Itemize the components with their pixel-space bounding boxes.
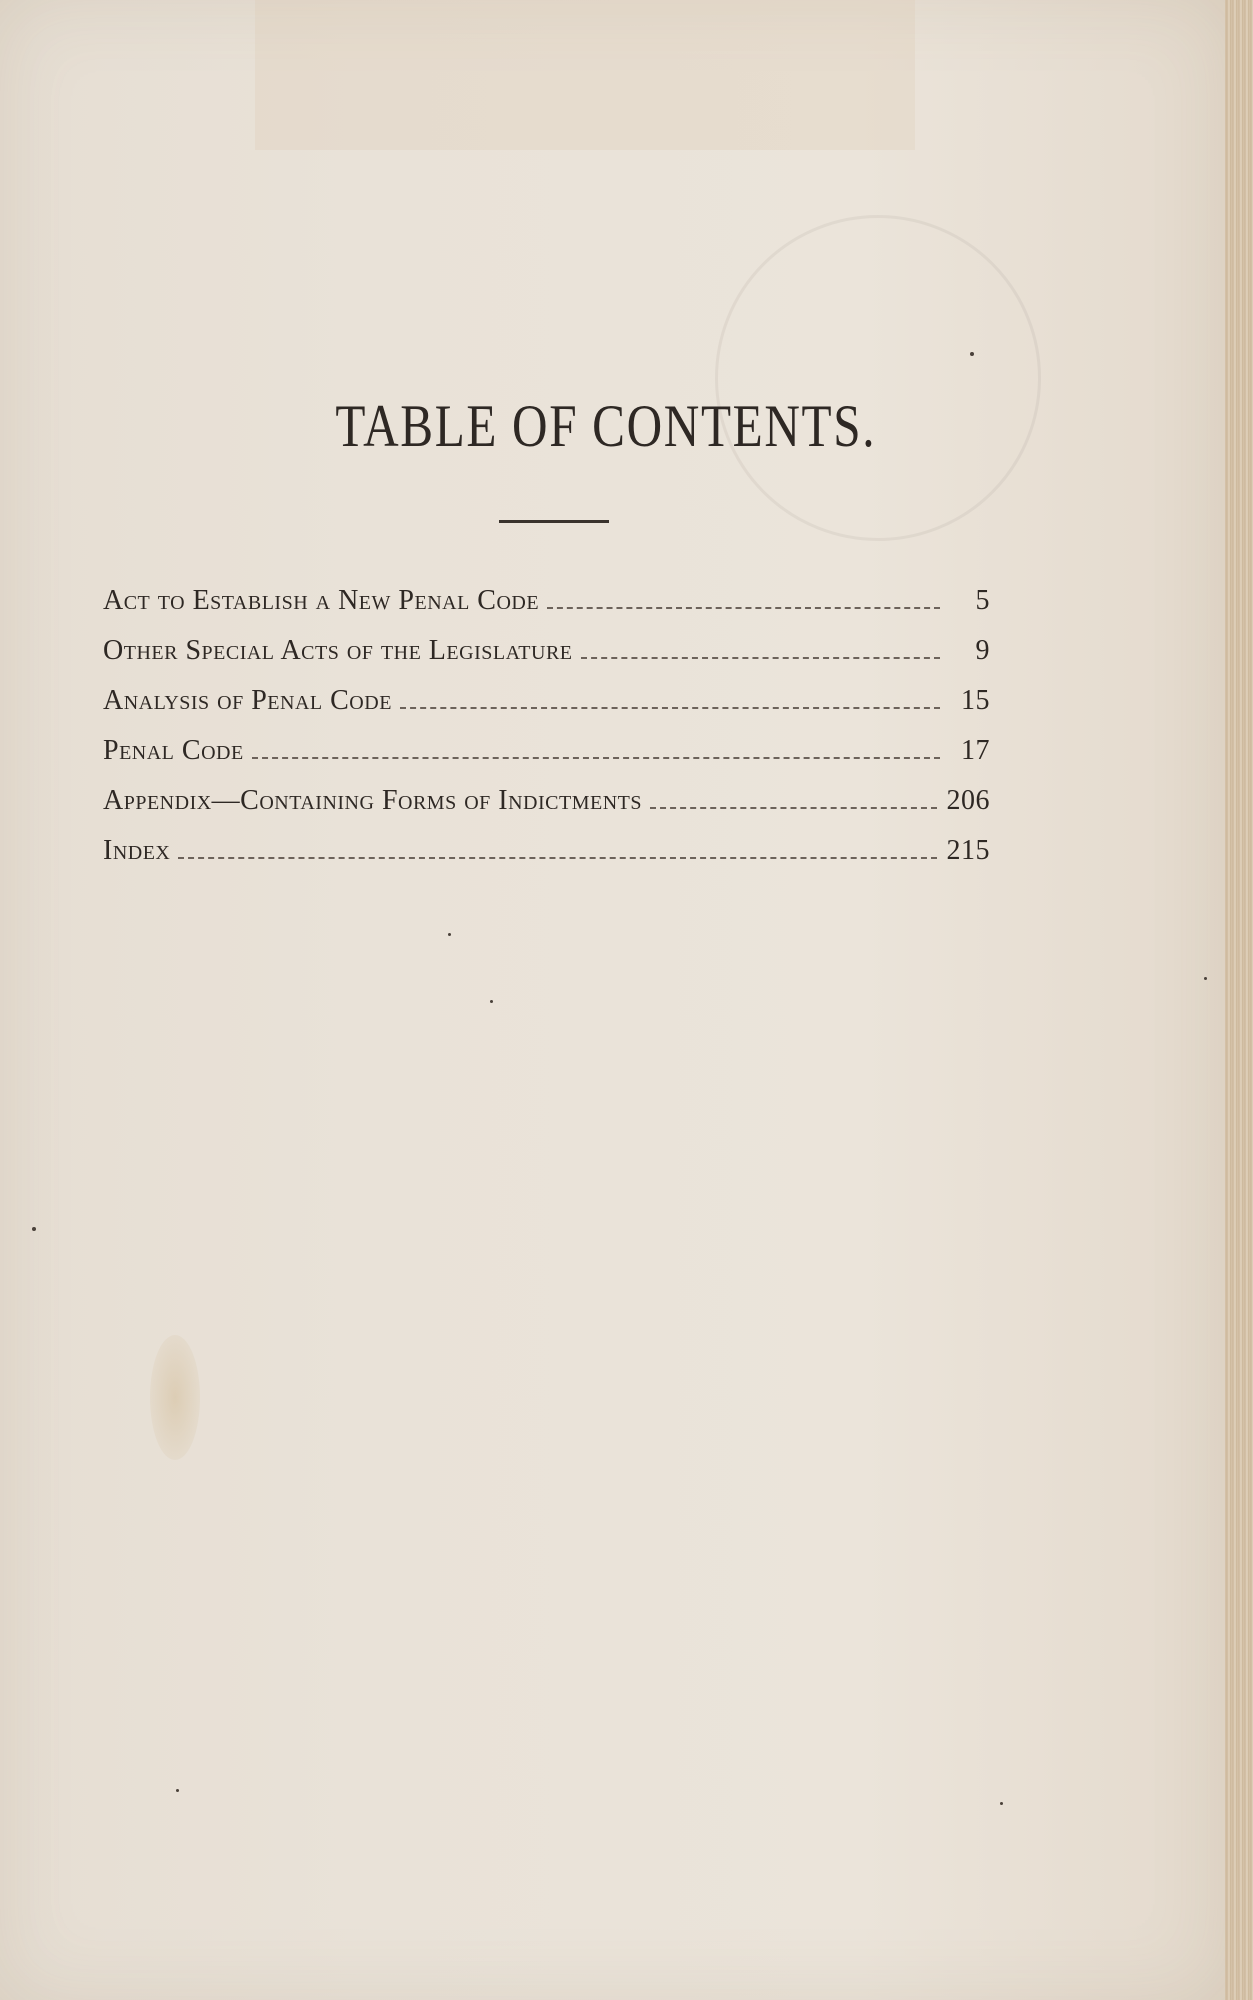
- toc-list: [103, 585, 990, 885]
- toc-leader-dots: [547, 606, 940, 609]
- ink-speck: [32, 1227, 36, 1231]
- faded-library-stamp: [715, 215, 1041, 541]
- toc-entry-page: 215: [946, 835, 990, 866]
- toc-leader-dots: [252, 756, 940, 759]
- ink-speck: [970, 352, 974, 356]
- toc-entry-page: 5: [975, 585, 990, 616]
- paper-stain: [150, 1335, 200, 1460]
- toc-entry-page: 9: [975, 635, 990, 666]
- toc-leader-dots: [400, 706, 940, 709]
- ink-speck: [490, 1000, 493, 1003]
- toc-entry: [103, 585, 990, 635]
- page-edge: [1225, 0, 1253, 2000]
- discoloration-band: [255, 0, 915, 150]
- toc-entry: [103, 685, 990, 735]
- toc-entry-page: 17: [961, 735, 990, 766]
- toc-entry: [103, 785, 990, 835]
- ink-speck: [1000, 1802, 1003, 1805]
- toc-entry: [103, 835, 990, 885]
- page-title: TABLE OF CONTENTS.: [335, 393, 877, 459]
- title-rule: [499, 520, 609, 523]
- toc-entry-label: Other Special Acts of the Legislature: [103, 635, 573, 666]
- toc-entry-page: 15: [961, 685, 990, 716]
- toc-entry: [103, 735, 990, 785]
- toc-entry-label: Penal Code: [103, 735, 244, 766]
- toc-leader-dots: [650, 806, 937, 809]
- ink-speck: [448, 933, 451, 936]
- toc-leader-dots: [178, 856, 936, 859]
- toc-leader-dots: [581, 656, 940, 659]
- toc-entry-label: Index: [103, 835, 171, 866]
- toc-entry-page: 206: [946, 785, 990, 816]
- toc-entry-label: Analysis of Penal Code: [103, 685, 392, 716]
- toc-entry-label: Appendix—Containing Forms of Indictments: [103, 785, 642, 816]
- toc-entry: [103, 635, 990, 685]
- toc-entry-label: Act to Establish a New Penal Code: [103, 585, 540, 616]
- ink-speck: [1204, 977, 1207, 980]
- ink-speck: [176, 1789, 179, 1792]
